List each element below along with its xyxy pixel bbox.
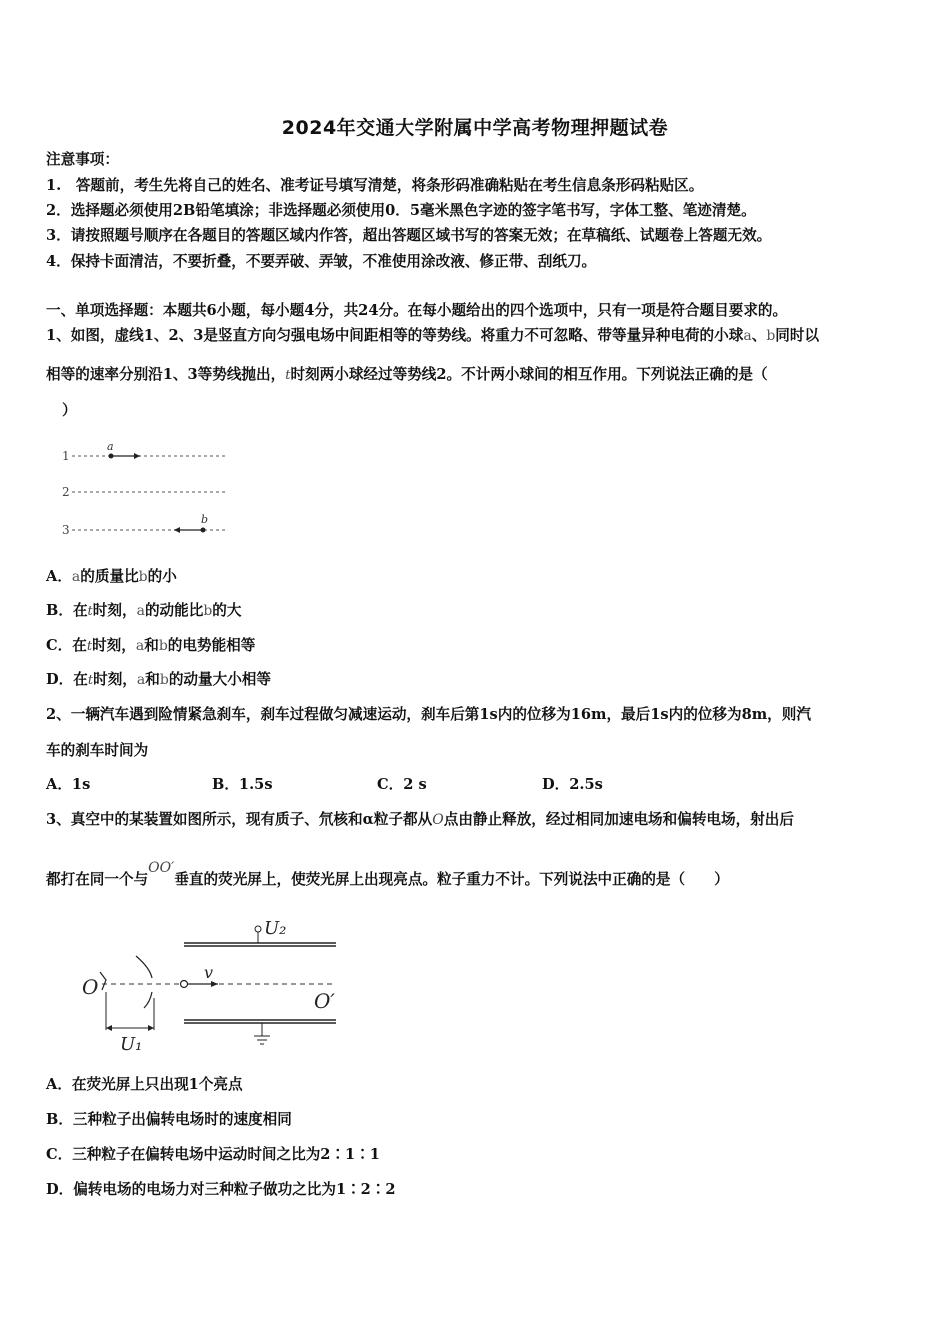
q3-stem-text: 都打在同一个与 [46, 871, 149, 888]
q3-stem-text: 点由静止释放，经过相同加速电场和偏转电场，射出后 [443, 811, 794, 828]
option-text: 的电势能相等 [167, 637, 256, 654]
symbol-oo-prime: OO′ [148, 860, 175, 876]
option-text: 在 [73, 671, 88, 688]
equipotential-label-1: 1 [62, 449, 70, 463]
option-text: 的大 [212, 602, 242, 619]
arrowhead-a [134, 453, 140, 459]
q1-stem-line-3: ） [62, 402, 77, 419]
q1-option-a[interactable] [46, 567, 177, 587]
option-text: 的动量大小相等 [168, 671, 271, 688]
q2-stem-line-1: 2、一辆汽车遇到险情紧急刹车，刹车过程做匀减速运动，刹车后第1s内的位移为16m，最后1s内的位移为8m，则汽 [46, 706, 811, 723]
q1-stem-line-1 [46, 326, 819, 346]
option-text: 在 [72, 602, 88, 619]
symbol-a: a [71, 569, 81, 585]
q3-stem-line-1 [46, 810, 794, 830]
option-text: 时刻， [92, 602, 137, 619]
q3-option-c[interactable]: C．三种粒子在偏转电场中运动时间之比为2∶1∶1 [46, 1146, 380, 1163]
q1-symbol-t: t [285, 368, 291, 383]
u1-label: U₁ [120, 1034, 143, 1055]
note-item-4: 4．保持卡面清洁，不要折叠，不要弄破、弄皱，不准使用涂改液、修正带、刮纸刀。 [46, 253, 597, 270]
option-label: C． [46, 637, 73, 654]
q1-stem-line-2 [46, 365, 768, 386]
q2-stem-line-2: 车的刹车时间为 [46, 742, 149, 759]
accelerating-electrode-right [144, 992, 152, 1008]
q1-option-d[interactable] [46, 670, 271, 691]
u2-terminal [255, 926, 261, 932]
option-label: B． [46, 602, 73, 619]
q2-option-d[interactable]: D．2.5s [542, 776, 603, 793]
equipotential-label-3: 3 [62, 523, 70, 537]
option-label: D． [46, 671, 74, 688]
notes-heading: 注意事项： [46, 151, 119, 168]
particle [181, 981, 188, 988]
velocity-label: v [204, 963, 214, 982]
section-heading: 一、单项选择题：本题共6小题，每小题4分，共24分。在每小题给出的四个选项中，只有一项是符合题目要求的。 [46, 302, 788, 319]
q3-option-b[interactable]: B．三种粒子出偏转电场时的速度相同 [46, 1111, 292, 1128]
ball-b-label: b [201, 513, 209, 526]
q3-stem-text: 垂直的荧光屏上，使荧光屏上出现亮点。粒子重力不计。下列说法中正确的是（ ） [174, 871, 729, 888]
label-o-prime: O′ [314, 989, 335, 1013]
q1-option-c[interactable] [46, 636, 255, 657]
symbol-b: b [203, 603, 213, 619]
label-o: O [82, 975, 99, 999]
note-item-3: 3．请按照题号顺序在各题目的答题区域内作答，超出答题区域书写的答案无效；在草稿纸、试题卷上答题无效。 [46, 227, 772, 244]
option-text: 在 [72, 637, 87, 654]
q1-option-b[interactable] [46, 601, 242, 622]
option-text: 的小 [147, 568, 177, 585]
symbol-b: b [138, 569, 148, 585]
q1-symbol-a: a [743, 328, 752, 344]
q3-option-a[interactable]: A．在荧光屏上只出现1个亮点 [46, 1076, 243, 1093]
symbol-t: t [86, 639, 93, 654]
q1-stem-text: 时刻两小球经过等势线2。不计两小球间的相互作用。下列说法正确的是（ [290, 366, 768, 383]
symbol-b: b [158, 638, 168, 654]
note-item-2: 2．选择题必须使用2B铅笔填涂；非选择题必须使用0．5毫米黑色字迹的签字笔书写，字体工整、笔迹清楚。 [46, 202, 756, 219]
q2-option-b[interactable]: B．1.5s [212, 776, 273, 793]
equipotential-label-2: 2 [62, 485, 70, 499]
symbol-t: t [87, 604, 93, 619]
q1-stem-text: 相等的速率分别沿1、3等势线抛出， [46, 366, 286, 383]
q1-figure [60, 438, 230, 543]
accelerating-electrode-left [100, 972, 106, 990]
q3-stem-line-2 [46, 860, 729, 890]
note-item-1: 1. 答题前，考生先将自己的姓名、准考证号填写清楚，将条形码准确粘贴在考生信息条形码粘贴区。 [46, 177, 704, 194]
q3-stem-text: 3、真空中的某装置如图所示，现有质子、氘核和α粒子都从 [46, 811, 433, 828]
symbol-t: t [87, 673, 94, 688]
option-label: A． [46, 568, 72, 585]
option-text: 和 [145, 671, 160, 688]
q1-symbol-b: b [766, 328, 776, 344]
symbol-a: a [136, 672, 146, 688]
accelerating-electrode-right [136, 956, 152, 978]
q1-separator: 、 [751, 327, 767, 344]
q1-stem-text: 1、如图，虚线1、2、3是竖直方向匀强电场中间距相等的等势线。将重力不可忽略、带等量异种电荷的小球 [46, 327, 744, 344]
option-text: 和 [144, 637, 159, 654]
q2-option-a[interactable]: A．1s [46, 776, 91, 793]
symbol-a: a [136, 603, 145, 619]
option-text: 时刻， [93, 671, 137, 688]
q2-option-c[interactable]: C．2 s [377, 776, 427, 793]
u2-label: U₂ [264, 918, 287, 939]
option-text: 的质量比 [80, 568, 139, 585]
symbol-b: b [159, 672, 169, 688]
q1-stem-text: 同时以 [775, 327, 820, 344]
option-text: 的动能比 [144, 602, 204, 619]
symbol-o: O [432, 812, 444, 828]
page-title: 2024年交通大学附属中学高考物理押题试卷 [281, 117, 669, 139]
option-text: 时刻， [92, 637, 136, 654]
ball-a-label: a [107, 440, 114, 453]
symbol-a: a [135, 638, 145, 654]
q3-figure [78, 912, 348, 1057]
q3-option-d[interactable]: D．偏转电场的电场力对三种粒子做功之比为1∶2∶2 [46, 1181, 396, 1198]
arrowhead-b [174, 527, 180, 533]
u1-arrow-left [106, 1025, 112, 1031]
u1-arrow-right [148, 1025, 154, 1031]
